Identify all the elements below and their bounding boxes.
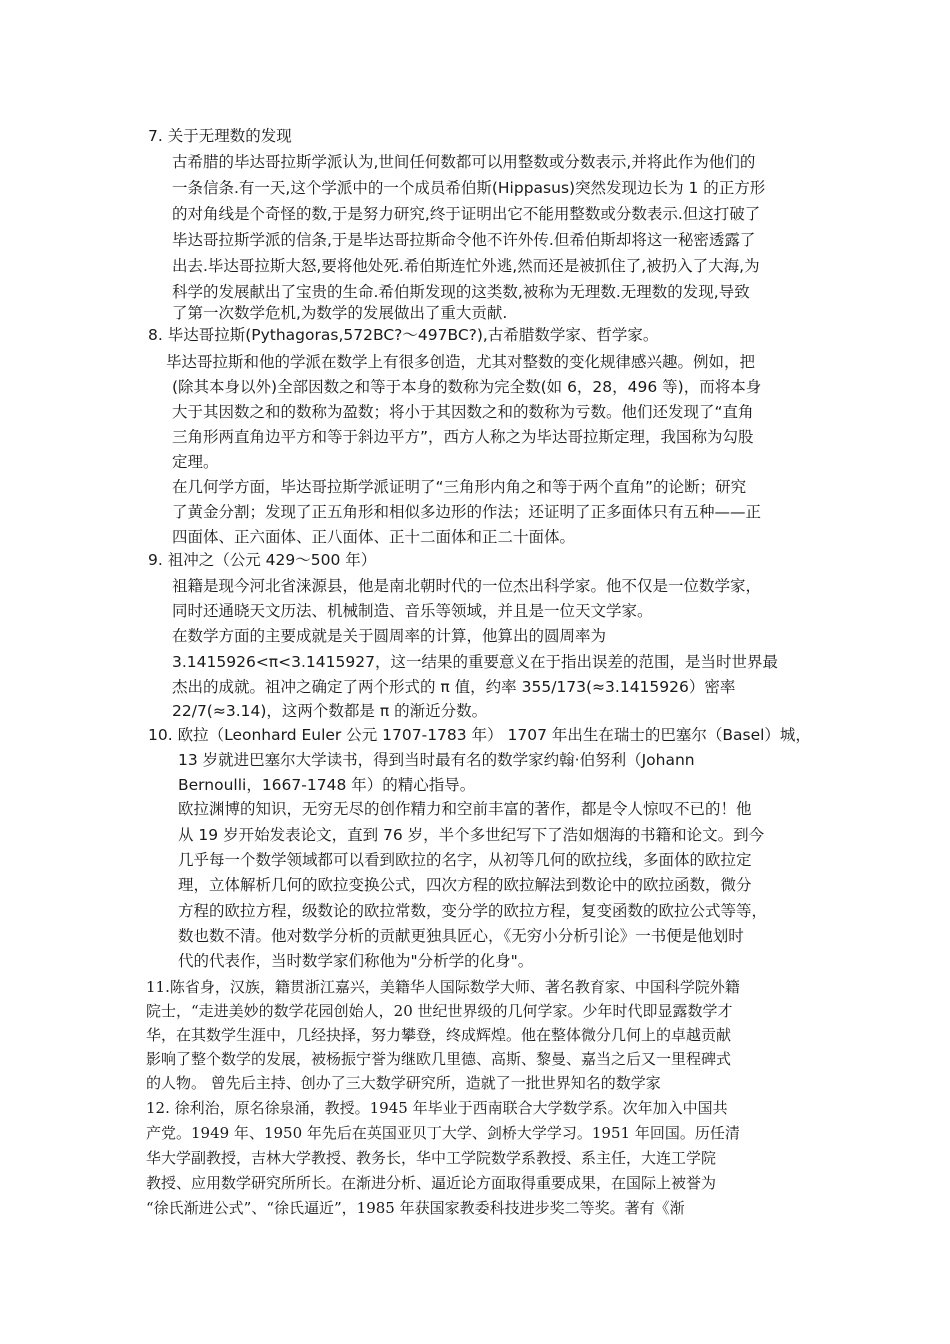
section-7-line: 一条信条.有一天,这个学派中的一个成员希伯斯(Hippasus)突然发现边长为 1 的正方形 <box>172 179 766 197</box>
section-8-line: 三角形两直角边平方和等于斜边平方”，西方人称之为毕达哥拉斯定理，我国称为勾股 <box>172 428 754 446</box>
section-10-heading: 10. 欧拉（Leonhard Euler 公元 1707-1783 年） 1707 年出生在瑞士的巴塞尔（Basel）城， <box>148 726 811 744</box>
section-7-line: 科学的发展献出了宝贵的生命.希伯斯发现的这类数,被称为无理数.无理数的发现,导致 <box>172 283 750 301</box>
section-12-line: 华大学副教授，吉林大学教授、教务长，华中工学院数学系教授、系主任，大连工学院 <box>146 1149 717 1167</box>
section-10-line: 欧拉渊博的知识，无穷无尽的创作精力和空前丰富的著作，都是令人惊叹不已的！他 <box>178 800 752 818</box>
section-8-line: 在几何学方面，毕达哥拉斯学派证明了“三角形内角之和等于两个直角”的论断；研究 <box>172 478 747 496</box>
section-10-line: 方程的欧拉方程，级数论的欧拉常数，变分学的欧拉方程，复变函数的欧拉公式等等， <box>178 902 768 920</box>
section-9-line: 3.1415926<π<3.1415927，这一结果的重要意义在于指出误差的范围，是当时世界最 <box>172 653 778 671</box>
section-10-line: 从 19 岁开始发表论文，直到 76 岁，半个多世纪写下了浩如烟海的书籍和论文。到今 <box>178 826 765 844</box>
section-8-line: 了黄金分割；发现了正五角形和相似多边形的作法；还证明了正多面体只有五种——正 <box>172 503 762 521</box>
section-8-heading: 8. 毕达哥拉斯(Pythagoras,572BC?～497BC?),古希腊数学家、哲学家。 <box>148 326 659 344</box>
section-10-line: Bernoulli，1667-1748 年）的精心指导。 <box>178 776 476 794</box>
section-9-line: 22/7(≈3.14)，这两个数都是 π 的渐近分数。 <box>172 702 488 720</box>
section-8-line: 定理。 <box>172 453 219 471</box>
section-10-line: 数也数不清。他对数学分析的贡献更独具匠心，《无穷小分析引论》一书便是他划时 <box>178 927 744 945</box>
section-12-line: 产党。1949 年、1950 年先后在英国亚贝丁大学、剑桥大学学习。1951 年回国。历任清 <box>146 1124 740 1142</box>
section-7-line: 古希腊的毕达哥拉斯学派认为,世间任何数都可以用整数或分数表示,并将此作为他们的 <box>172 153 756 171</box>
section-11-line: 影响了整个数学的发展，被杨振宁誉为继欧几里德、高斯、黎曼、嘉当之后又一里程碑式 <box>146 1050 732 1068</box>
section-8-line: 毕达哥拉斯和他的学派在数学上有很多创造，尤其对整数的变化规律感兴趣。例如，把 <box>166 353 756 371</box>
section-11-line: 院士，“走进美妙的数学花园创始人，20 世纪世界级的几何学家。少年时代即显露数学才 <box>146 1002 733 1020</box>
section-7-heading: 7. 关于无理数的发现 <box>148 127 292 145</box>
section-10-line: 13 岁就进巴塞尔大学读书，得到当时最有名的数学家约翰·伯努利（Johann <box>178 751 695 769</box>
section-12-line: 12. 徐利治，原名徐泉涌，教授。1945 年毕业于西南联合大学数学系。次年加入中国共 <box>146 1099 728 1117</box>
section-9-line: 杰出的成就。祖冲之确定了两个形式的 π 值，约率 355/173(≈3.1415926）密率 <box>172 678 736 696</box>
section-9-line: 在数学方面的主要成就是关于圆周率的计算，他算出的圆周率为 <box>172 627 607 645</box>
section-10-line: 理，立体解析几何的欧拉变换公式，四次方程的欧拉解法到数论中的欧拉函数，微分 <box>178 876 752 894</box>
section-10-line: 几乎每一个数学领域都可以看到欧拉的名字，从初等几何的欧拉线，多面体的欧拉定 <box>178 851 752 869</box>
section-12-line: “徐氏渐进公式”、“徐氏逼近”，1985 年获国家教委科技进步奖二等奖。著有《渐 <box>146 1199 685 1217</box>
section-7-line: 的对角线是个奇怪的数,于是努力研究,终于证明出它不能用整数或分数表示.但这打破了 <box>172 205 761 223</box>
section-10-line: 代的代表作，当时数学家们称他为"分析学的化身"。 <box>178 952 534 970</box>
section-11-line: 的人物。 曾先后主持、创办了三大数学研究所，造就了一批世界知名的数学家 <box>146 1074 661 1092</box>
section-8-line: 四面体、正六面体、正八面体、正十二面体和正二十面体。 <box>172 528 576 546</box>
section-7-line: 了第一次数学危机,为数学的发展做出了重大贡献. <box>172 304 508 322</box>
section-7-line: 毕达哥拉斯学派的信条,于是毕达哥拉斯命令他不许外传.但希伯斯却将这一秘密透露了 <box>172 231 756 249</box>
section-12-line: 教授、应用数学研究所所长。在渐进分析、逼近论方面取得重要成果，在国际上被誉为 <box>146 1174 717 1192</box>
section-9-line: 同时还通晓天文历法、机械制造、音乐等领域，并且是一位天文学家。 <box>172 602 653 620</box>
section-9-heading: 9. 祖冲之（公元 429～500 年） <box>148 551 377 569</box>
section-11-line: 11.陈省身，汉族，籍贯浙江嘉兴，美籍华人国际数学大师、著名教育家、中国科学院外籍 <box>146 978 740 996</box>
section-9-line: 祖籍是现今河北省涞源县，他是南北朝时代的一位杰出科学家。他不仅是一位数学家， <box>172 577 762 595</box>
section-11-line: 华，在其数学生涯中，几经抉择，努力攀登，终成辉煌。他在整体微分几何上的卓越贡献 <box>146 1026 732 1044</box>
section-7-line: 出去.毕达哥拉斯大怒,要将他处死.希伯斯连忙外逃,然而还是被抓住了,被扔入了大海,为 <box>172 257 760 275</box>
section-8-line: (除其本身以外)全部因数之和等于本身的数称为完全数(如 6，28，496 等)，而将本身 <box>172 378 762 396</box>
section-8-line: 大于其因数之和的数称为盈数；将小于其因数之和的数称为亏数。他们还发现了“直角 <box>172 403 754 421</box>
